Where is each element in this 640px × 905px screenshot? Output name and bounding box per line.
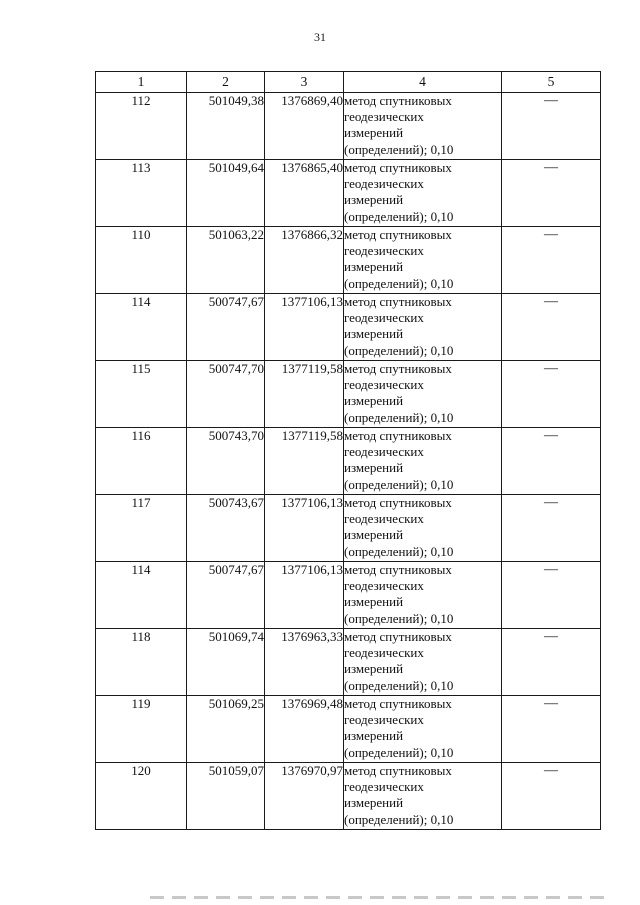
y-coordinate-cell: 1376963,33: [265, 629, 344, 696]
table-body: [96, 93, 601, 830]
method-cell: [344, 495, 502, 562]
method-line: метод спутниковых: [344, 160, 452, 175]
table-row: [96, 227, 601, 294]
y-coordinate-cell: 1377119,58: [265, 428, 344, 495]
y-coordinate-cell: 1376865,40: [265, 160, 344, 227]
table-row: [96, 294, 601, 361]
x-coordinate-cell: 500747,67: [187, 294, 265, 361]
point-number-cell: 113: [96, 160, 187, 227]
x-coordinate-cell: 501049,38: [187, 93, 265, 160]
method-line: геодезических: [344, 511, 424, 527]
x-coordinate-cell: 501069,25: [187, 696, 265, 763]
method-line: метод спутниковых: [344, 696, 452, 711]
method-line: измерений: [344, 795, 404, 811]
method-line: (определений); 0,10: [344, 744, 454, 760]
table-row: [96, 361, 601, 428]
table-row: [96, 696, 601, 763]
method-line: (определений); 0,10: [344, 342, 454, 358]
method-line: измерений: [344, 661, 404, 677]
point-number-cell: 110: [96, 227, 187, 294]
method-line: геодезических: [344, 779, 424, 795]
table-row: [96, 562, 601, 629]
method-cell: [344, 160, 502, 227]
description-cell: —: [502, 160, 601, 227]
x-coordinate-cell: 501063,22: [187, 227, 265, 294]
method-cell: [344, 428, 502, 495]
point-number-cell: 116: [96, 428, 187, 495]
coordinates-table: [95, 71, 601, 830]
point-number-cell: 119: [96, 696, 187, 763]
point-number-cell: 118: [96, 629, 187, 696]
description-cell: —: [502, 227, 601, 294]
method-line: геодезических: [344, 310, 424, 326]
method-line: (определений); 0,10: [344, 476, 454, 492]
table-row: [96, 495, 601, 562]
point-number-cell: 112: [96, 93, 187, 160]
scan-artifact: [150, 896, 610, 899]
header-col-3: 3: [265, 72, 344, 93]
table-row: [96, 93, 601, 160]
table-row: [96, 763, 601, 830]
method-line: геодезических: [344, 712, 424, 728]
method-line: (определений); 0,10: [344, 141, 454, 157]
method-line: геодезических: [344, 645, 424, 661]
table-row: [96, 428, 601, 495]
method-cell: [344, 562, 502, 629]
method-line: геодезических: [344, 243, 424, 259]
point-number-cell: 120: [96, 763, 187, 830]
description-cell: —: [502, 495, 601, 562]
y-coordinate-cell: 1376970,97: [265, 763, 344, 830]
method-line: измерений: [344, 393, 404, 409]
method-line: геодезических: [344, 578, 424, 594]
x-coordinate-cell: 500743,70: [187, 428, 265, 495]
method-line: метод спутниковых: [344, 495, 452, 510]
method-line: метод спутниковых: [344, 361, 452, 376]
method-line: метод спутниковых: [344, 294, 452, 309]
description-cell: —: [502, 562, 601, 629]
method-line: измерений: [344, 460, 404, 476]
method-cell: [344, 696, 502, 763]
table-row: [96, 629, 601, 696]
method-line: метод спутниковых: [344, 93, 452, 108]
x-coordinate-cell: 501059,07: [187, 763, 265, 830]
point-number-cell: 114: [96, 562, 187, 629]
point-number-cell: 115: [96, 361, 187, 428]
method-line: (определений); 0,10: [344, 409, 454, 425]
x-coordinate-cell: 501049,64: [187, 160, 265, 227]
description-cell: —: [502, 428, 601, 495]
page-number: 31: [314, 30, 326, 44]
method-line: метод спутниковых: [344, 763, 452, 778]
method-cell: [344, 294, 502, 361]
method-line: (определений); 0,10: [344, 208, 454, 224]
method-line: (определений); 0,10: [344, 677, 454, 693]
method-line: метод спутниковых: [344, 562, 452, 577]
method-cell: [344, 629, 502, 696]
header-col-4: 4: [344, 72, 502, 93]
method-cell: [344, 361, 502, 428]
method-line: (определений); 0,10: [344, 275, 454, 291]
description-cell: —: [502, 93, 601, 160]
method-line: измерений: [344, 125, 404, 141]
x-coordinate-cell: 500743,67: [187, 495, 265, 562]
method-cell: [344, 93, 502, 160]
method-line: геодезических: [344, 444, 424, 460]
header-col-1: 1: [96, 72, 187, 93]
y-coordinate-cell: 1376869,40: [265, 93, 344, 160]
method-line: метод спутниковых: [344, 227, 452, 242]
method-line: геодезических: [344, 109, 424, 125]
method-line: (определений); 0,10: [344, 610, 454, 626]
y-coordinate-cell: 1377106,13: [265, 562, 344, 629]
method-cell: [344, 227, 502, 294]
header-col-5: 5: [502, 72, 601, 93]
method-line: метод спутниковых: [344, 428, 452, 443]
method-line: метод спутниковых: [344, 629, 452, 644]
method-line: измерений: [344, 527, 404, 543]
y-coordinate-cell: 1377106,13: [265, 294, 344, 361]
description-cell: —: [502, 629, 601, 696]
method-line: измерений: [344, 728, 404, 744]
x-coordinate-cell: 501069,74: [187, 629, 265, 696]
method-line: геодезических: [344, 377, 424, 393]
method-line: измерений: [344, 259, 404, 275]
y-coordinate-cell: 1377106,13: [265, 495, 344, 562]
y-coordinate-cell: 1377119,58: [265, 361, 344, 428]
y-coordinate-cell: 1376969,48: [265, 696, 344, 763]
method-cell: [344, 763, 502, 830]
method-line: измерений: [344, 594, 404, 610]
table-header-row: [96, 72, 601, 93]
point-number-cell: 117: [96, 495, 187, 562]
method-line: (определений); 0,10: [344, 811, 454, 827]
description-cell: —: [502, 361, 601, 428]
header-col-2: 2: [187, 72, 265, 93]
description-cell: —: [502, 294, 601, 361]
method-line: измерений: [344, 192, 404, 208]
y-coordinate-cell: 1376866,32: [265, 227, 344, 294]
description-cell: —: [502, 763, 601, 830]
method-line: измерений: [344, 326, 404, 342]
point-number-cell: 114: [96, 294, 187, 361]
x-coordinate-cell: 500747,70: [187, 361, 265, 428]
x-coordinate-cell: 500747,67: [187, 562, 265, 629]
method-line: (определений); 0,10: [344, 543, 454, 559]
description-cell: —: [502, 696, 601, 763]
method-line: геодезических: [344, 176, 424, 192]
table-row: [96, 160, 601, 227]
